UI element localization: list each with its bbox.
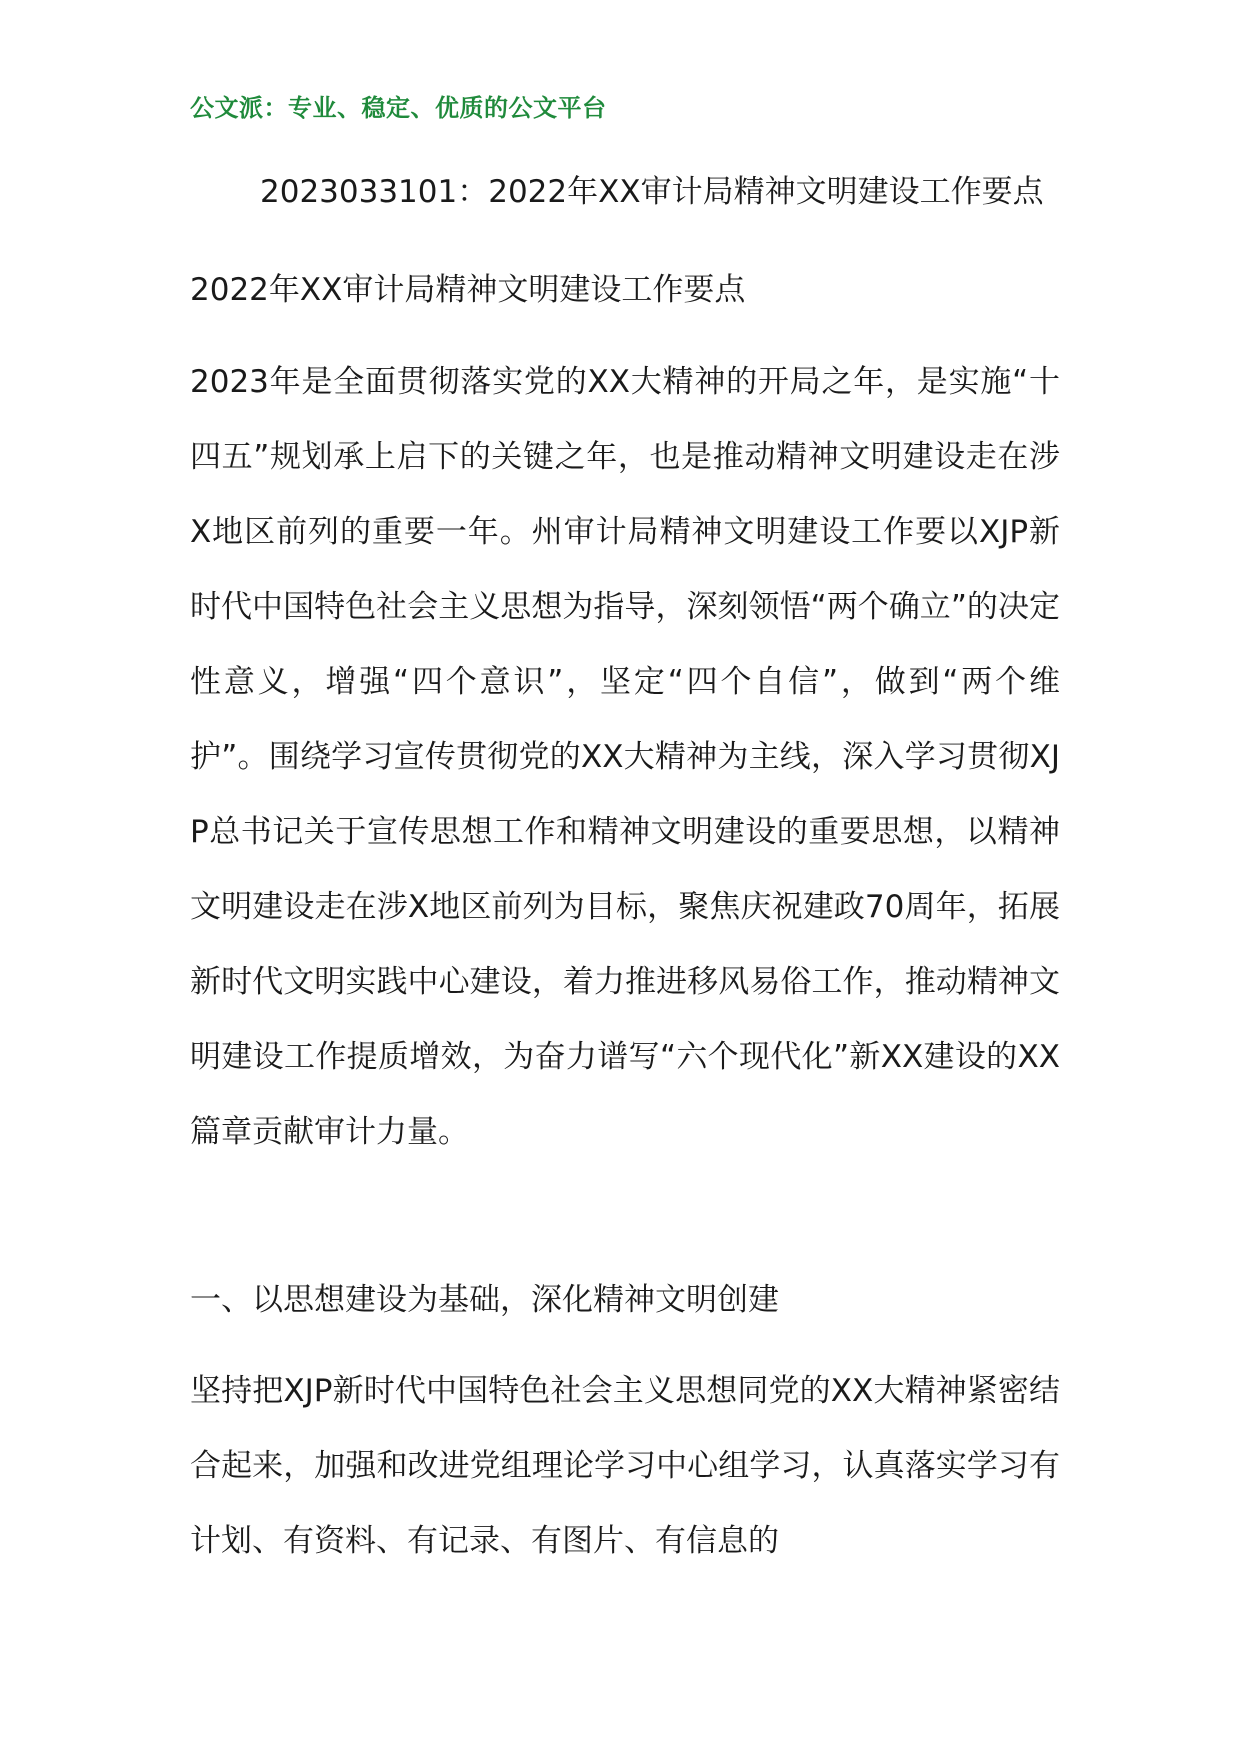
- document-title: 2023033101：2022年XX审计局精神文明建设工作要点: [260, 174, 1044, 210]
- body-paragraph: 坚持把XJP新时代中国特色社会主义思想同党的XX大精神紧密结合起来，加强和改进党组理论学习中心组学习，认真落实学习有计划、有资料、有记录、有图片、有信息的: [190, 1373, 1060, 1559]
- section-heading: 一、以思想建设为基础，深化精神文明创建: [190, 1282, 779, 1318]
- platform-tagline: 公文派：专业、稳定、优质的公文平台: [190, 94, 607, 122]
- document-subtitle: 2022年XX审计局精神文明建设工作要点: [190, 272, 746, 308]
- body-paragraph: 2023年是全面贯彻落实党的XX大精神的开局之年，是实施“十四五”规划承上启下的关键之年，也是推动精神文明建设走在涉X地区前列的重要一年。州审计局精神文明建设工作要以XJP新时代中国特色社会主义思想为指导，深刻领悟“两个确立”的决定性意义，增强“四个意识”，坚定“四个自信”，做到“两个维护”。围绕学习宣传贯彻党的XX大精神为主线，深入学习贯彻XJP总书记关于宣传思想工作和精神文明建设的重要思想，以精神文明建设走在涉X地区前列为目标，聚焦庆祝建政70周年，拓展新时代文明实践中心建设，着力推进移风易俗工作，推动精神文明建设工作提质增效，为奋力谱写“六个现代化”新XX建设的XX篇章贡献审计力量。: [190, 364, 1060, 1150]
